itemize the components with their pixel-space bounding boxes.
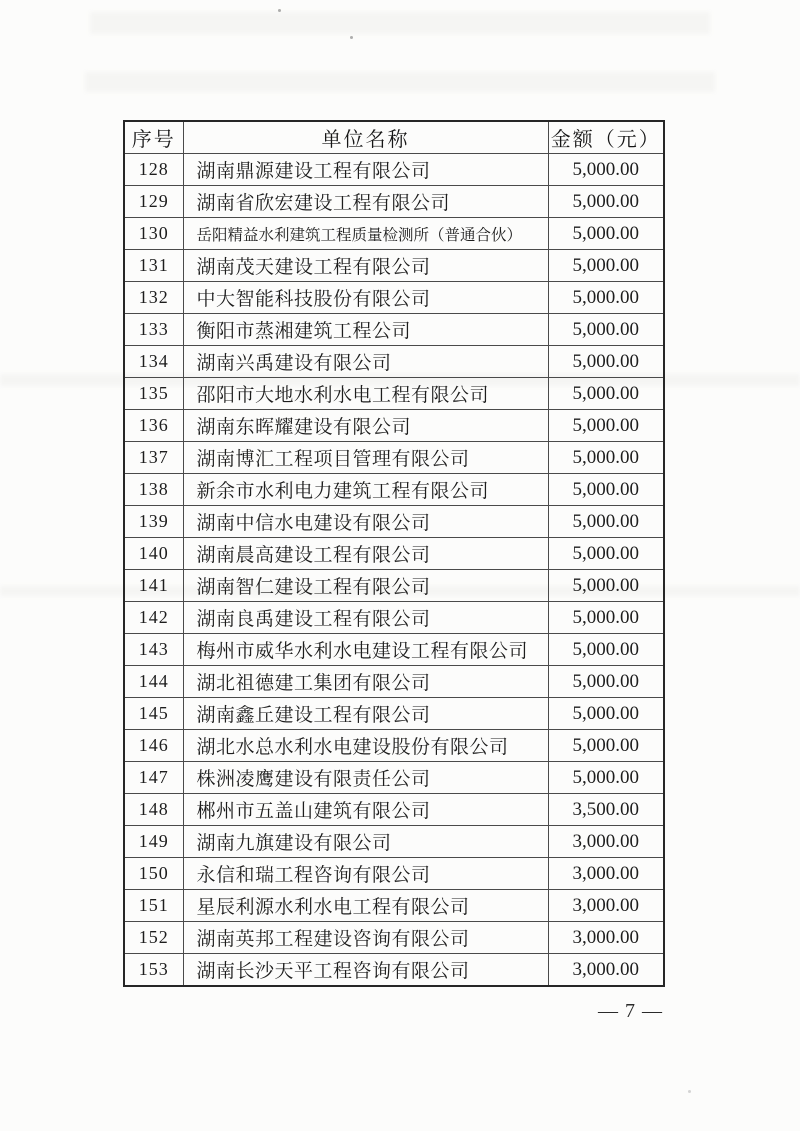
table-row — [124, 154, 664, 186]
row-serial-number: 147 — [124, 762, 183, 794]
header-unit-name: 单位名称 — [183, 121, 548, 154]
table-row — [124, 954, 664, 987]
row-amount: 5,000.00 — [548, 730, 664, 762]
row-amount: 5,000.00 — [548, 634, 664, 666]
table-row — [124, 250, 664, 282]
table-row — [124, 602, 664, 634]
row-serial-number: 145 — [124, 698, 183, 730]
row-unit-name: 湖南博汇工程项目管理有限公司 — [183, 442, 548, 474]
row-amount: 5,000.00 — [548, 506, 664, 538]
row-amount: 5,000.00 — [548, 762, 664, 794]
row-unit-name: 湖南茂天建设工程有限公司 — [183, 250, 548, 282]
row-amount: 5,000.00 — [548, 602, 664, 634]
table-row — [124, 506, 664, 538]
row-unit-name: 湖南长沙天平工程咨询有限公司 — [183, 954, 548, 987]
row-amount: 3,000.00 — [548, 922, 664, 954]
row-amount: 5,000.00 — [548, 538, 664, 570]
row-amount: 5,000.00 — [548, 698, 664, 730]
row-unit-name: 湖南晨高建设工程有限公司 — [183, 538, 548, 570]
row-serial-number: 130 — [124, 218, 183, 250]
row-amount: 3,000.00 — [548, 890, 664, 922]
table-row — [124, 762, 664, 794]
row-serial-number: 139 — [124, 506, 183, 538]
row-unit-name: 湖南九旗建设有限公司 — [183, 826, 548, 858]
table-row — [124, 474, 664, 506]
table-row — [124, 282, 664, 314]
row-unit-name: 湖南英邦工程建设咨询有限公司 — [183, 922, 548, 954]
table-row — [124, 218, 664, 250]
table-row — [124, 538, 664, 570]
header-serial-number: 序号 — [124, 121, 183, 154]
row-amount: 5,000.00 — [548, 218, 664, 250]
row-amount: 5,000.00 — [548, 346, 664, 378]
row-amount: 5,000.00 — [548, 410, 664, 442]
row-unit-name: 株洲凌鹰建设有限责任公司 — [183, 762, 548, 794]
table-row — [124, 634, 664, 666]
row-serial-number: 149 — [124, 826, 183, 858]
row-serial-number: 146 — [124, 730, 183, 762]
row-amount: 5,000.00 — [548, 666, 664, 698]
row-amount: 5,000.00 — [548, 570, 664, 602]
row-amount: 3,000.00 — [548, 954, 664, 987]
table-row — [124, 730, 664, 762]
table-row — [124, 346, 664, 378]
scan-artifact — [90, 12, 710, 34]
fee-table — [123, 120, 665, 987]
scan-speck — [688, 1090, 691, 1093]
table-row — [124, 826, 664, 858]
header-amount: 金额（元） — [548, 121, 664, 154]
row-serial-number: 153 — [124, 954, 183, 987]
row-unit-name: 星辰利源水利水电工程有限公司 — [183, 890, 548, 922]
row-amount: 5,000.00 — [548, 282, 664, 314]
row-serial-number: 141 — [124, 570, 183, 602]
row-amount: 3,000.00 — [548, 858, 664, 890]
row-unit-name: 梅州市威华水利水电建设工程有限公司 — [183, 634, 548, 666]
table-header-row — [124, 121, 664, 154]
table-row — [124, 858, 664, 890]
row-serial-number: 151 — [124, 890, 183, 922]
table-row — [124, 378, 664, 410]
row-serial-number: 150 — [124, 858, 183, 890]
row-serial-number: 137 — [124, 442, 183, 474]
row-unit-name: 湖南兴禹建设有限公司 — [183, 346, 548, 378]
row-amount: 5,000.00 — [548, 186, 664, 218]
scan-speck — [350, 36, 353, 39]
row-amount: 3,000.00 — [548, 826, 664, 858]
row-serial-number: 132 — [124, 282, 183, 314]
table-row — [124, 570, 664, 602]
row-serial-number: 134 — [124, 346, 183, 378]
row-amount: 5,000.00 — [548, 250, 664, 282]
row-unit-name: 岳阳精益水利建筑工程质量检测所（普通合伙） — [183, 218, 548, 250]
row-serial-number: 143 — [124, 634, 183, 666]
row-serial-number: 142 — [124, 602, 183, 634]
row-unit-name: 中大智能科技股份有限公司 — [183, 282, 548, 314]
row-unit-name: 湖南省欣宏建设工程有限公司 — [183, 186, 548, 218]
row-unit-name: 湖南良禹建设工程有限公司 — [183, 602, 548, 634]
row-unit-name: 邵阳市大地水利水电工程有限公司 — [183, 378, 548, 410]
table-row — [124, 890, 664, 922]
table-body — [124, 154, 664, 987]
scan-artifact — [85, 72, 715, 92]
row-amount: 5,000.00 — [548, 378, 664, 410]
scan-speck — [278, 9, 281, 12]
row-serial-number: 144 — [124, 666, 183, 698]
table-row — [124, 922, 664, 954]
row-unit-name: 湖南智仁建设工程有限公司 — [183, 570, 548, 602]
row-serial-number: 129 — [124, 186, 183, 218]
row-serial-number: 135 — [124, 378, 183, 410]
row-unit-name: 湖北水总水利水电建设股份有限公司 — [183, 730, 548, 762]
row-unit-name: 新余市水利电力建筑工程有限公司 — [183, 474, 548, 506]
table-row — [124, 794, 664, 826]
row-serial-number: 152 — [124, 922, 183, 954]
page-number: — 7 — — [598, 1000, 663, 1022]
table-row — [124, 314, 664, 346]
row-serial-number: 128 — [124, 154, 183, 186]
row-unit-name: 湖南鑫丘建设工程有限公司 — [183, 698, 548, 730]
row-unit-name: 湖南中信水电建设有限公司 — [183, 506, 548, 538]
row-amount: 5,000.00 — [548, 154, 664, 186]
row-serial-number: 136 — [124, 410, 183, 442]
row-unit-name: 衡阳市蒸湘建筑工程公司 — [183, 314, 548, 346]
row-serial-number: 133 — [124, 314, 183, 346]
row-serial-number: 138 — [124, 474, 183, 506]
row-serial-number: 131 — [124, 250, 183, 282]
row-unit-name: 湖北祖德建工集团有限公司 — [183, 666, 548, 698]
row-unit-name: 湖南东晖耀建设有限公司 — [183, 410, 548, 442]
row-unit-name: 永信和瑞工程咨询有限公司 — [183, 858, 548, 890]
row-serial-number: 148 — [124, 794, 183, 826]
row-amount: 3,500.00 — [548, 794, 664, 826]
row-serial-number: 140 — [124, 538, 183, 570]
table-row — [124, 410, 664, 442]
table-row — [124, 442, 664, 474]
row-unit-name: 郴州市五盖山建筑有限公司 — [183, 794, 548, 826]
row-amount: 5,000.00 — [548, 314, 664, 346]
table-row — [124, 666, 664, 698]
table-row — [124, 698, 664, 730]
table-row — [124, 186, 664, 218]
row-amount: 5,000.00 — [548, 442, 664, 474]
row-unit-name: 湖南鼎源建设工程有限公司 — [183, 154, 548, 186]
row-amount: 5,000.00 — [548, 474, 664, 506]
